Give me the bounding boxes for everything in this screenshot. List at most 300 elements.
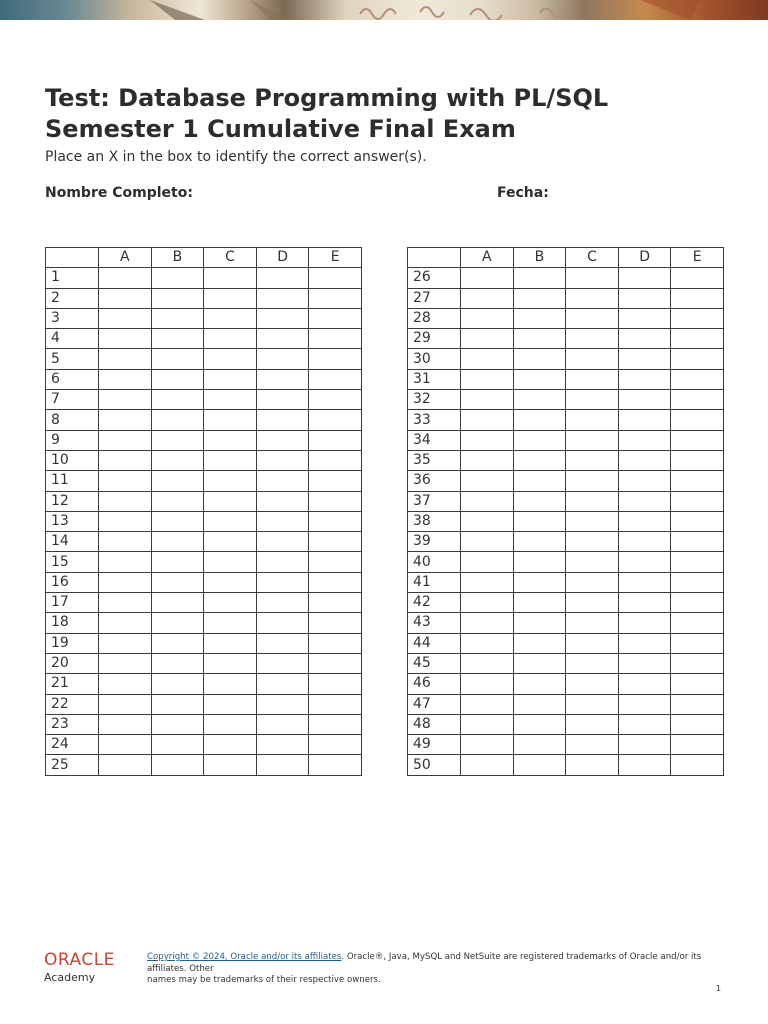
answer-box-c[interactable] <box>566 633 619 653</box>
question-number: 17 <box>46 593 99 613</box>
answer-box-d[interactable] <box>618 653 671 673</box>
answer-box-e[interactable] <box>671 450 724 470</box>
answer-box-b[interactable] <box>151 288 204 308</box>
answer-box-e[interactable] <box>671 349 724 369</box>
question-row <box>408 694 724 714</box>
answer-box-b[interactable] <box>513 430 566 450</box>
answer-box-c[interactable] <box>204 430 257 450</box>
answer-box-c[interactable] <box>204 471 257 491</box>
answer-box-b[interactable] <box>151 471 204 491</box>
answer-box-e[interactable] <box>671 593 724 613</box>
column-header-c: C <box>204 248 257 268</box>
answer-box-b[interactable] <box>151 735 204 755</box>
answer-box-b[interactable] <box>513 268 566 288</box>
answer-box-a[interactable] <box>99 613 152 633</box>
answer-box-e[interactable] <box>671 430 724 450</box>
answer-box-b[interactable] <box>151 755 204 775</box>
question-number: 48 <box>408 714 461 734</box>
answer-box-c[interactable] <box>566 552 619 572</box>
answer-box-d[interactable] <box>618 613 671 633</box>
answer-box-c[interactable] <box>204 694 257 714</box>
question-row <box>46 329 362 349</box>
answer-box-b[interactable] <box>513 349 566 369</box>
question-row <box>46 390 362 410</box>
answer-box-c[interactable] <box>566 329 619 349</box>
question-number: 33 <box>408 410 461 430</box>
name-label: Nombre Completo: <box>45 185 193 201</box>
answer-box-d[interactable] <box>618 471 671 491</box>
question-number: 7 <box>46 390 99 410</box>
answer-box-c[interactable] <box>204 450 257 470</box>
answer-box-b[interactable] <box>513 491 566 511</box>
academy-logo-text: Academy <box>44 971 96 984</box>
answer-box-d[interactable] <box>618 593 671 613</box>
answer-box-d[interactable] <box>256 552 309 572</box>
answer-box-d[interactable] <box>618 755 671 775</box>
answer-box-b[interactable] <box>513 694 566 714</box>
column-header-b: B <box>513 248 566 268</box>
answer-box-e[interactable] <box>309 735 362 755</box>
answer-box-d[interactable] <box>256 593 309 613</box>
answer-box-b[interactable] <box>513 329 566 349</box>
answer-box-e[interactable] <box>309 471 362 491</box>
answer-box-d[interactable] <box>256 653 309 673</box>
question-number: 1 <box>46 268 99 288</box>
answer-box-e[interactable] <box>671 694 724 714</box>
answer-box-d[interactable] <box>618 552 671 572</box>
answer-box-d[interactable] <box>256 674 309 694</box>
question-number: 15 <box>46 552 99 572</box>
answer-box-b[interactable] <box>151 268 204 288</box>
trademark-text-2: names may be trademarks of their respective owners. <box>147 975 381 985</box>
answer-box-d[interactable] <box>618 410 671 430</box>
answer-box-b[interactable] <box>151 613 204 633</box>
answer-box-e[interactable] <box>671 653 724 673</box>
answer-box-d[interactable] <box>618 532 671 552</box>
answer-box-c[interactable] <box>566 511 619 531</box>
answer-box-e[interactable] <box>309 288 362 308</box>
column-header-a: A <box>461 248 514 268</box>
answer-box-a[interactable] <box>461 714 514 734</box>
answer-box-e[interactable] <box>309 674 362 694</box>
answer-box-b[interactable] <box>513 674 566 694</box>
answer-box-a[interactable] <box>461 694 514 714</box>
answer-box-b[interactable] <box>513 450 566 470</box>
answer-box-e[interactable] <box>671 674 724 694</box>
answer-box-d[interactable] <box>256 450 309 470</box>
answer-box-e[interactable] <box>309 755 362 775</box>
answer-box-a[interactable] <box>99 674 152 694</box>
answer-box-e[interactable] <box>671 755 724 775</box>
answer-box-b[interactable] <box>513 390 566 410</box>
answer-box-a[interactable] <box>99 410 152 430</box>
answer-box-c[interactable] <box>566 572 619 592</box>
answer-box-b[interactable] <box>151 491 204 511</box>
question-row <box>408 755 724 775</box>
answer-box-e[interactable] <box>309 349 362 369</box>
answer-box-e[interactable] <box>671 633 724 653</box>
answer-box-d[interactable] <box>618 714 671 734</box>
answer-box-d[interactable] <box>256 430 309 450</box>
answer-box-c[interactable] <box>204 491 257 511</box>
answer-box-a[interactable] <box>99 755 152 775</box>
answer-box-b[interactable] <box>513 308 566 328</box>
question-row <box>408 430 724 450</box>
question-number: 44 <box>408 633 461 653</box>
answer-box-a[interactable] <box>99 329 152 349</box>
answer-box-c[interactable] <box>566 369 619 389</box>
answer-box-c[interactable] <box>204 288 257 308</box>
question-number: 24 <box>46 735 99 755</box>
answer-box-a[interactable] <box>99 491 152 511</box>
answer-grid-right <box>407 247 724 776</box>
answer-box-b[interactable] <box>151 511 204 531</box>
answer-box-d[interactable] <box>618 390 671 410</box>
answer-box-c[interactable] <box>204 755 257 775</box>
question-number: 46 <box>408 674 461 694</box>
answer-box-a[interactable] <box>99 633 152 653</box>
answer-box-c[interactable] <box>566 491 619 511</box>
answer-box-a[interactable] <box>461 308 514 328</box>
answer-box-d[interactable] <box>618 572 671 592</box>
answer-box-e[interactable] <box>309 369 362 389</box>
answer-box-e[interactable] <box>309 694 362 714</box>
answer-box-a[interactable] <box>99 511 152 531</box>
answer-box-b[interactable] <box>151 390 204 410</box>
title-line-2: Semester 1 Cumulative Final Exam <box>45 115 516 143</box>
answer-box-a[interactable] <box>461 471 514 491</box>
answer-box-e[interactable] <box>671 491 724 511</box>
answer-box-e[interactable] <box>671 572 724 592</box>
answer-box-c[interactable] <box>566 349 619 369</box>
answer-box-c[interactable] <box>204 593 257 613</box>
answer-box-e[interactable] <box>671 714 724 734</box>
answer-box-c[interactable] <box>566 471 619 491</box>
question-number: 20 <box>46 653 99 673</box>
answer-box-d[interactable] <box>256 410 309 430</box>
answer-box-a[interactable] <box>461 755 514 775</box>
answer-box-c[interactable] <box>204 613 257 633</box>
answer-box-e[interactable] <box>671 308 724 328</box>
question-number: 29 <box>408 329 461 349</box>
answer-box-e[interactable] <box>309 633 362 653</box>
answer-box-d[interactable] <box>618 430 671 450</box>
answer-box-d[interactable] <box>256 714 309 734</box>
answer-box-a[interactable] <box>99 572 152 592</box>
answer-box-b[interactable] <box>151 552 204 572</box>
answer-box-a[interactable] <box>99 714 152 734</box>
answer-box-e[interactable] <box>309 430 362 450</box>
answer-box-d[interactable] <box>618 633 671 653</box>
answer-box-e[interactable] <box>309 572 362 592</box>
answer-box-a[interactable] <box>461 613 514 633</box>
column-header-d: D <box>618 248 671 268</box>
answer-box-a[interactable] <box>461 735 514 755</box>
answer-box-b[interactable] <box>151 714 204 734</box>
answer-box-c[interactable] <box>204 735 257 755</box>
answer-box-d[interactable] <box>256 694 309 714</box>
answer-box-d[interactable] <box>256 532 309 552</box>
question-row <box>408 268 724 288</box>
question-row <box>408 471 724 491</box>
answer-box-e[interactable] <box>671 369 724 389</box>
answer-box-b[interactable] <box>151 694 204 714</box>
answer-box-c[interactable] <box>566 714 619 734</box>
question-number: 6 <box>46 369 99 389</box>
answer-box-d[interactable] <box>256 735 309 755</box>
answer-box-b[interactable] <box>513 653 566 673</box>
answer-box-b[interactable] <box>151 450 204 470</box>
answer-box-b[interactable] <box>513 511 566 531</box>
answer-box-a[interactable] <box>461 511 514 531</box>
answer-box-b[interactable] <box>513 735 566 755</box>
answer-box-c[interactable] <box>566 613 619 633</box>
answer-box-b[interactable] <box>151 572 204 592</box>
answer-box-c[interactable] <box>204 369 257 389</box>
answer-box-c[interactable] <box>204 390 257 410</box>
answer-box-b[interactable] <box>151 349 204 369</box>
answer-box-a[interactable] <box>461 593 514 613</box>
answer-box-e[interactable] <box>671 288 724 308</box>
answer-box-d[interactable] <box>256 613 309 633</box>
answer-box-d[interactable] <box>256 349 309 369</box>
answer-box-a[interactable] <box>461 572 514 592</box>
corner-cell <box>408 248 461 268</box>
column-header-c: C <box>566 248 619 268</box>
question-number: 21 <box>46 674 99 694</box>
answer-box-a[interactable] <box>99 593 152 613</box>
answer-box-e[interactable] <box>309 593 362 613</box>
answer-box-d[interactable] <box>618 268 671 288</box>
answer-box-d[interactable] <box>256 755 309 775</box>
answer-box-e[interactable] <box>309 613 362 633</box>
answer-box-e[interactable] <box>671 613 724 633</box>
answer-box-d[interactable] <box>618 288 671 308</box>
answer-box-a[interactable] <box>99 369 152 389</box>
answer-box-e[interactable] <box>309 491 362 511</box>
answer-box-d[interactable] <box>618 694 671 714</box>
question-row <box>46 653 362 673</box>
answer-box-a[interactable] <box>461 491 514 511</box>
question-row <box>408 572 724 592</box>
answer-box-d[interactable] <box>618 491 671 511</box>
answer-box-e[interactable] <box>309 552 362 572</box>
answer-box-e[interactable] <box>671 735 724 755</box>
answer-box-b[interactable] <box>151 653 204 673</box>
answer-box-a[interactable] <box>461 349 514 369</box>
answer-box-e[interactable] <box>309 308 362 328</box>
date-label: Fecha: <box>497 185 549 201</box>
answer-box-e[interactable] <box>309 410 362 430</box>
answer-box-b[interactable] <box>151 593 204 613</box>
answer-box-a[interactable] <box>99 471 152 491</box>
answer-box-a[interactable] <box>461 653 514 673</box>
answer-box-e[interactable] <box>671 532 724 552</box>
question-row <box>46 633 362 653</box>
answer-box-b[interactable] <box>151 674 204 694</box>
answer-box-c[interactable] <box>204 511 257 531</box>
question-row <box>408 390 724 410</box>
answer-box-c[interactable] <box>566 450 619 470</box>
answer-box-b[interactable] <box>151 532 204 552</box>
answer-box-c[interactable] <box>566 308 619 328</box>
answer-box-a[interactable] <box>461 369 514 389</box>
answer-box-d[interactable] <box>256 329 309 349</box>
answer-box-c[interactable] <box>204 308 257 328</box>
answer-box-c[interactable] <box>566 390 619 410</box>
answer-box-c[interactable] <box>566 532 619 552</box>
answer-box-c[interactable] <box>204 349 257 369</box>
answer-box-c[interactable] <box>204 633 257 653</box>
answer-box-b[interactable] <box>513 633 566 653</box>
answer-box-b[interactable] <box>151 410 204 430</box>
question-number: 47 <box>408 694 461 714</box>
answer-box-a[interactable] <box>99 430 152 450</box>
answer-box-d[interactable] <box>256 268 309 288</box>
answer-box-b[interactable] <box>513 369 566 389</box>
answer-box-b[interactable] <box>513 593 566 613</box>
answer-box-a[interactable] <box>461 532 514 552</box>
answer-box-e[interactable] <box>671 410 724 430</box>
answer-box-a[interactable] <box>99 390 152 410</box>
answer-box-c[interactable] <box>566 593 619 613</box>
answer-box-e[interactable] <box>671 329 724 349</box>
answer-box-b[interactable] <box>513 714 566 734</box>
answer-box-c[interactable] <box>204 552 257 572</box>
answer-box-d[interactable] <box>256 471 309 491</box>
answer-box-a[interactable] <box>461 329 514 349</box>
answer-box-b[interactable] <box>151 329 204 349</box>
answer-box-c[interactable] <box>204 674 257 694</box>
answer-box-a[interactable] <box>461 552 514 572</box>
answer-box-d[interactable] <box>256 491 309 511</box>
answer-box-c[interactable] <box>566 430 619 450</box>
answer-box-a[interactable] <box>461 674 514 694</box>
answer-box-d[interactable] <box>618 735 671 755</box>
answer-box-b[interactable] <box>151 369 204 389</box>
answer-box-e[interactable] <box>309 714 362 734</box>
answer-box-a[interactable] <box>99 735 152 755</box>
answer-box-c[interactable] <box>566 288 619 308</box>
question-number: 10 <box>46 450 99 470</box>
answer-box-d[interactable] <box>618 308 671 328</box>
answer-box-e[interactable] <box>309 450 362 470</box>
answer-box-a[interactable] <box>99 653 152 673</box>
answer-box-d[interactable] <box>618 450 671 470</box>
answer-box-e[interactable] <box>671 471 724 491</box>
answer-box-b[interactable] <box>513 471 566 491</box>
answer-box-c[interactable] <box>204 532 257 552</box>
question-number: 45 <box>408 653 461 673</box>
question-row <box>46 349 362 369</box>
answer-box-a[interactable] <box>461 633 514 653</box>
answer-box-d[interactable] <box>256 369 309 389</box>
answer-box-c[interactable] <box>204 329 257 349</box>
answer-box-d[interactable] <box>256 390 309 410</box>
answer-box-b[interactable] <box>151 430 204 450</box>
answer-box-b[interactable] <box>513 410 566 430</box>
question-row <box>408 349 724 369</box>
answer-box-d[interactable] <box>256 633 309 653</box>
answer-box-d[interactable] <box>618 329 671 349</box>
answer-box-c[interactable] <box>204 268 257 288</box>
answer-box-d[interactable] <box>618 349 671 369</box>
answer-box-d[interactable] <box>256 288 309 308</box>
question-row <box>46 694 362 714</box>
answer-box-b[interactable] <box>513 613 566 633</box>
answer-box-a[interactable] <box>99 552 152 572</box>
answer-box-d[interactable] <box>256 308 309 328</box>
answer-box-c[interactable] <box>566 674 619 694</box>
answer-box-e[interactable] <box>309 532 362 552</box>
answer-box-a[interactable] <box>99 268 152 288</box>
question-row <box>46 491 362 511</box>
answer-box-c[interactable] <box>566 735 619 755</box>
answer-box-e[interactable] <box>671 511 724 531</box>
answer-box-a[interactable] <box>99 288 152 308</box>
answer-box-d[interactable] <box>256 511 309 531</box>
answer-box-a[interactable] <box>99 450 152 470</box>
answer-box-c[interactable] <box>204 410 257 430</box>
answer-box-c[interactable] <box>566 755 619 775</box>
answer-box-e[interactable] <box>671 268 724 288</box>
answer-box-b[interactable] <box>513 288 566 308</box>
answer-box-c[interactable] <box>566 653 619 673</box>
answer-box-e[interactable] <box>309 390 362 410</box>
copyright-link[interactable]: Copyright © 2024, Oracle and/or its affiliates <box>147 952 342 962</box>
answer-box-d[interactable] <box>256 572 309 592</box>
answer-box-b[interactable] <box>513 552 566 572</box>
answer-box-e[interactable] <box>671 552 724 572</box>
answer-box-e[interactable] <box>309 511 362 531</box>
answer-box-a[interactable] <box>99 694 152 714</box>
answer-box-c[interactable] <box>204 714 257 734</box>
answer-box-b[interactable] <box>151 308 204 328</box>
answer-box-a[interactable] <box>461 288 514 308</box>
answer-box-c[interactable] <box>566 268 619 288</box>
answer-box-b[interactable] <box>513 755 566 775</box>
answer-box-c[interactable] <box>566 410 619 430</box>
answer-box-b[interactable] <box>513 572 566 592</box>
answer-box-a[interactable] <box>461 450 514 470</box>
answer-box-a[interactable] <box>461 268 514 288</box>
answer-box-d[interactable] <box>618 369 671 389</box>
question-row <box>46 471 362 491</box>
question-number: 23 <box>46 714 99 734</box>
answer-box-a[interactable] <box>461 410 514 430</box>
answer-box-c[interactable] <box>204 653 257 673</box>
answer-box-e[interactable] <box>671 390 724 410</box>
answer-box-e[interactable] <box>309 329 362 349</box>
answer-box-c[interactable] <box>204 572 257 592</box>
question-row <box>46 532 362 552</box>
answer-box-d[interactable] <box>618 674 671 694</box>
answer-box-e[interactable] <box>309 268 362 288</box>
answer-box-e[interactable] <box>309 653 362 673</box>
answer-box-a[interactable] <box>99 308 152 328</box>
answer-box-b[interactable] <box>151 633 204 653</box>
question-row <box>46 369 362 389</box>
answer-box-b[interactable] <box>513 532 566 552</box>
answer-box-a[interactable] <box>99 349 152 369</box>
answer-box-a[interactable] <box>99 532 152 552</box>
answer-box-a[interactable] <box>461 430 514 450</box>
answer-box-a[interactable] <box>461 390 514 410</box>
answer-box-c[interactable] <box>566 694 619 714</box>
question-number: 2 <box>46 288 99 308</box>
question-row <box>408 532 724 552</box>
answer-box-d[interactable] <box>618 511 671 531</box>
